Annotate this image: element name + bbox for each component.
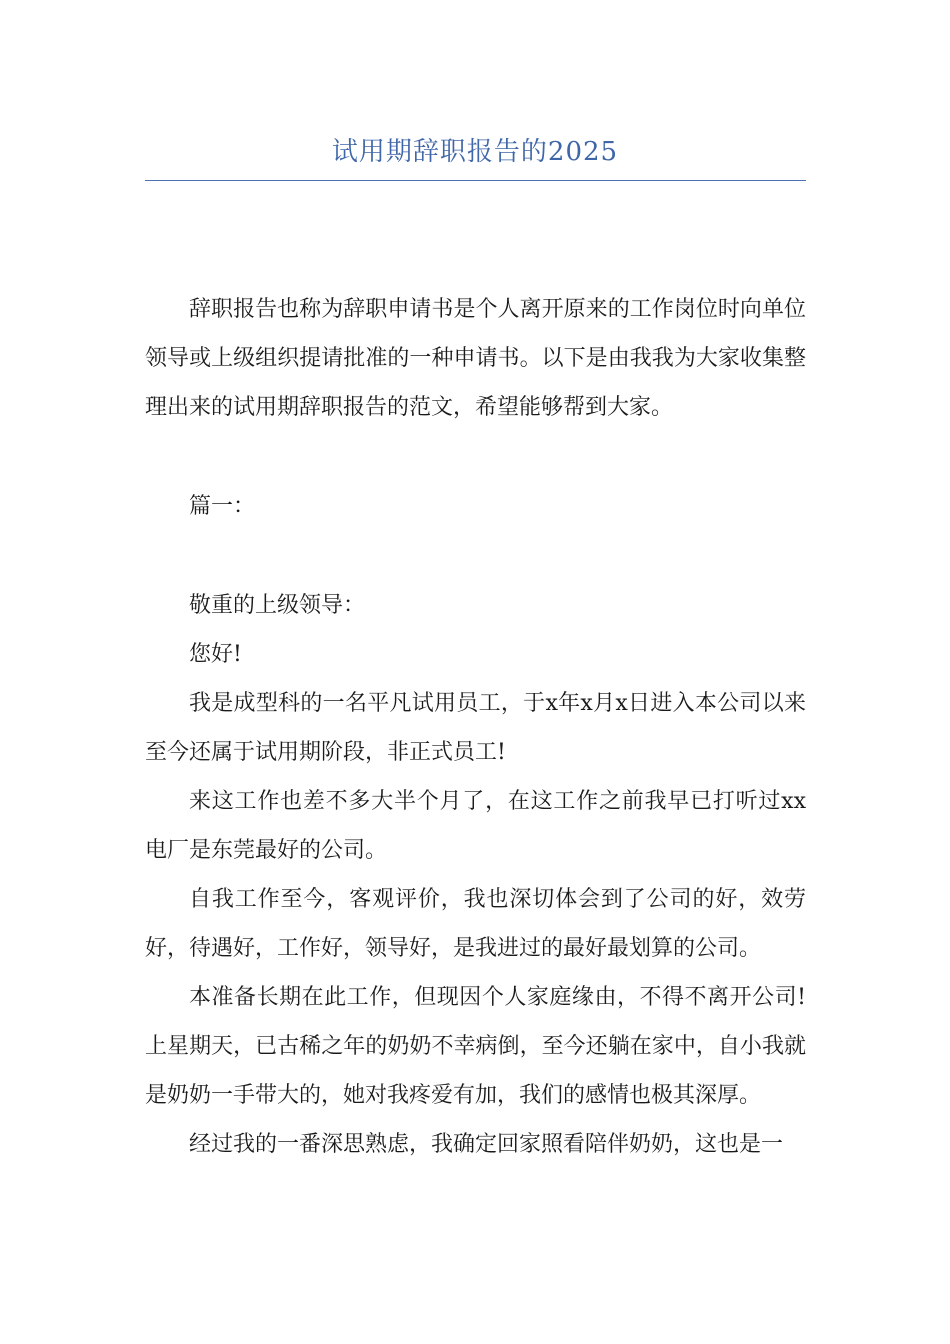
section-label: 篇一： [189,494,256,519]
salutation: 敬重的上级领导： [189,593,366,618]
spacer [145,432,806,482]
body-paragraph-5: 经过我的一番深思熟虑，我确定回家照看陪伴奶奶，这也是一 [189,1132,784,1157]
document-title: 试用期辞职报告的2025 [331,137,619,167]
spacer [145,531,806,581]
body-paragraph-3: 自我工作至今，客观评价，我也深切体会到了公司的好，效劳好，待遇好，工作好，领导好，是我进过的最好最划算的公司。 [145,887,806,961]
body-paragraph-4: 本准备长期在此工作，但现因个人家庭缘由，不得不离开公司!上星期天，已古稀之年的奶奶不幸病倒，至今还躺在家中，自小我就是奶奶一手带大的，她对我疼爱有加，我们的感情也极其深厚。 [145,985,806,1108]
body-paragraph-2: 来这工作也差不多大半个月了，在这工作之前我早已打听过xx电厂是东莞最好的公司。 [145,789,806,863]
title-underline [145,180,806,181]
intro-paragraph: 辞职报告也称为辞职申请书是个人离开原来的工作岗位时向单位领导或上级组织提请批准的一种申请书。以下是由我我为大家收集整理出来的试用期辞职报告的范文，希望能够帮到大家。 [145,297,806,420]
greeting: 您好! [189,642,242,667]
document-body [145,285,806,1169]
body-paragraph-1: 我是成型科的一名平凡试用员工，于x年x月x日进入本公司以来至今还属于试用期阶段，非正式员工! [145,691,806,765]
